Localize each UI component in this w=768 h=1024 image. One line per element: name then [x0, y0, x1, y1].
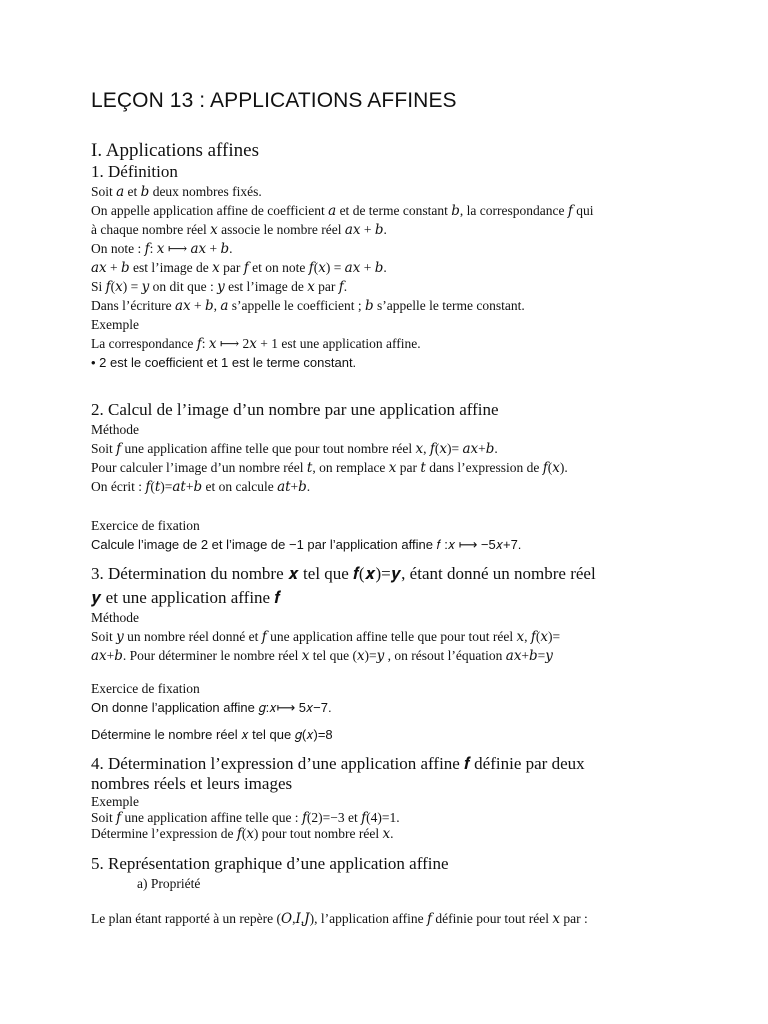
- example-line: • 2 est le coefficient et 1 est le terme constant.: [91, 355, 357, 370]
- definition-line: 𝑎𝑥 + 𝑏 est l’image de 𝑥 par 𝑓 et on note 𝑓(𝑥) = 𝑎𝑥 + 𝑏.: [91, 260, 387, 275]
- section-3-heading: 3. Détermination du nombre 𝒙 tel que 𝒇(𝒙)=𝒚, étant donné un nombre réel: [91, 564, 596, 583]
- example-label: Exemple: [91, 794, 139, 809]
- example-label: Exemple: [91, 317, 139, 332]
- section-5-subheading: a) Propriété: [137, 876, 201, 891]
- example-line: Soit 𝑓 une application affine telle que : 𝑓(2)=−3 et 𝑓(4)=1.: [91, 810, 400, 825]
- exercise-line: Calcule l’image de 2 et l’image de −1 par l’application affine 𝑓 :𝑥 ⟼ −5𝑥+7.: [91, 537, 522, 552]
- example-line: Détermine l’expression de 𝑓(𝑥) pour tout nombre réel 𝑥.: [91, 826, 394, 841]
- section-3-heading-cont: 𝒚 et une application affine 𝒇: [91, 588, 281, 607]
- method-line: Pour calculer l’image d’un nombre réel 𝑡, on remplace 𝑥 par 𝑡 dans l’expression de 𝑓(𝑥).: [91, 460, 568, 475]
- exercise-line: On donne l’application affine 𝑔:𝑥⟼ 5𝑥−7.: [91, 700, 332, 715]
- section-1-heading: I. Applications affines: [91, 140, 259, 161]
- exercise-title: Exercice de fixation: [91, 518, 200, 533]
- definition-line: Si 𝑓(𝑥) = 𝑦 on dit que : 𝑦 est l’image de 𝑥 par 𝑓.: [91, 279, 348, 294]
- method-line: 𝑎𝑥+𝑏. Pour déterminer le nombre réel 𝑥 tel que (𝑥)=𝑦 , on résout l’équation 𝑎𝑥+𝑏=𝑦: [91, 648, 553, 663]
- section-5-heading: 5. Représentation graphique d’une application affine: [91, 854, 449, 873]
- property-line: Le plan étant rapporté à un repère (𝑂,𝐼,𝐽), l’application affine 𝑓 définie pour tout réel 𝑥 par :: [91, 911, 588, 926]
- section-4-heading-cont: nombres réels et leurs images: [91, 774, 293, 793]
- section-2-heading: 2. Calcul de l’image d’un nombre par une application affine: [91, 400, 499, 419]
- method-line: On écrit : 𝑓(𝑡)=𝑎𝑡+𝑏 et on calcule 𝑎𝑡+𝑏.: [91, 479, 311, 494]
- definition-line: On appelle application affine de coefficient 𝑎 et de terme constant 𝑏, la correspondance 𝑓 qui: [91, 203, 594, 218]
- definition-line: Dans l’écriture 𝑎𝑥 + 𝑏, 𝑎 s’appelle le coefficient ; 𝑏 s’appelle le terme constant.: [91, 298, 525, 313]
- section-4-heading: 4. Détermination l’expression d’une application affine 𝒇 définie par deux: [91, 754, 585, 773]
- lesson-title: LEÇON 13 : APPLICATIONS AFFINES: [91, 89, 457, 112]
- method-label: Méthode: [91, 422, 139, 437]
- method-line: Soit 𝑓 une application affine telle que pour tout nombre réel 𝑥, 𝑓(𝑥)= 𝑎𝑥+𝑏.: [91, 441, 498, 456]
- method-line: Soit 𝑦 un nombre réel donné et 𝑓 une application affine telle que pour tout réel 𝑥, 𝑓(𝑥)=: [91, 629, 561, 644]
- section-1-subheading: 1. Définition: [91, 162, 178, 181]
- definition-line: Soit 𝑎 et 𝑏 deux nombres fixés.: [91, 184, 262, 199]
- document-page: [91, 86, 691, 928]
- method-label: Méthode: [91, 610, 139, 625]
- example-line: La correspondance 𝑓: 𝑥 ⟼ 2𝑥 + 1 est une application affine.: [91, 336, 421, 351]
- definition-line: On note : 𝑓: 𝑥 ⟼ 𝑎𝑥 + 𝑏.: [91, 241, 233, 256]
- definition-line: à chaque nombre réel 𝑥 associe le nombre réel 𝑎𝑥 + 𝑏.: [91, 222, 387, 237]
- exercise-title: Exercice de fixation: [91, 681, 200, 696]
- exercise-line: Détermine le nombre réel 𝑥 tel que 𝑔(𝑥)=8: [91, 727, 333, 742]
